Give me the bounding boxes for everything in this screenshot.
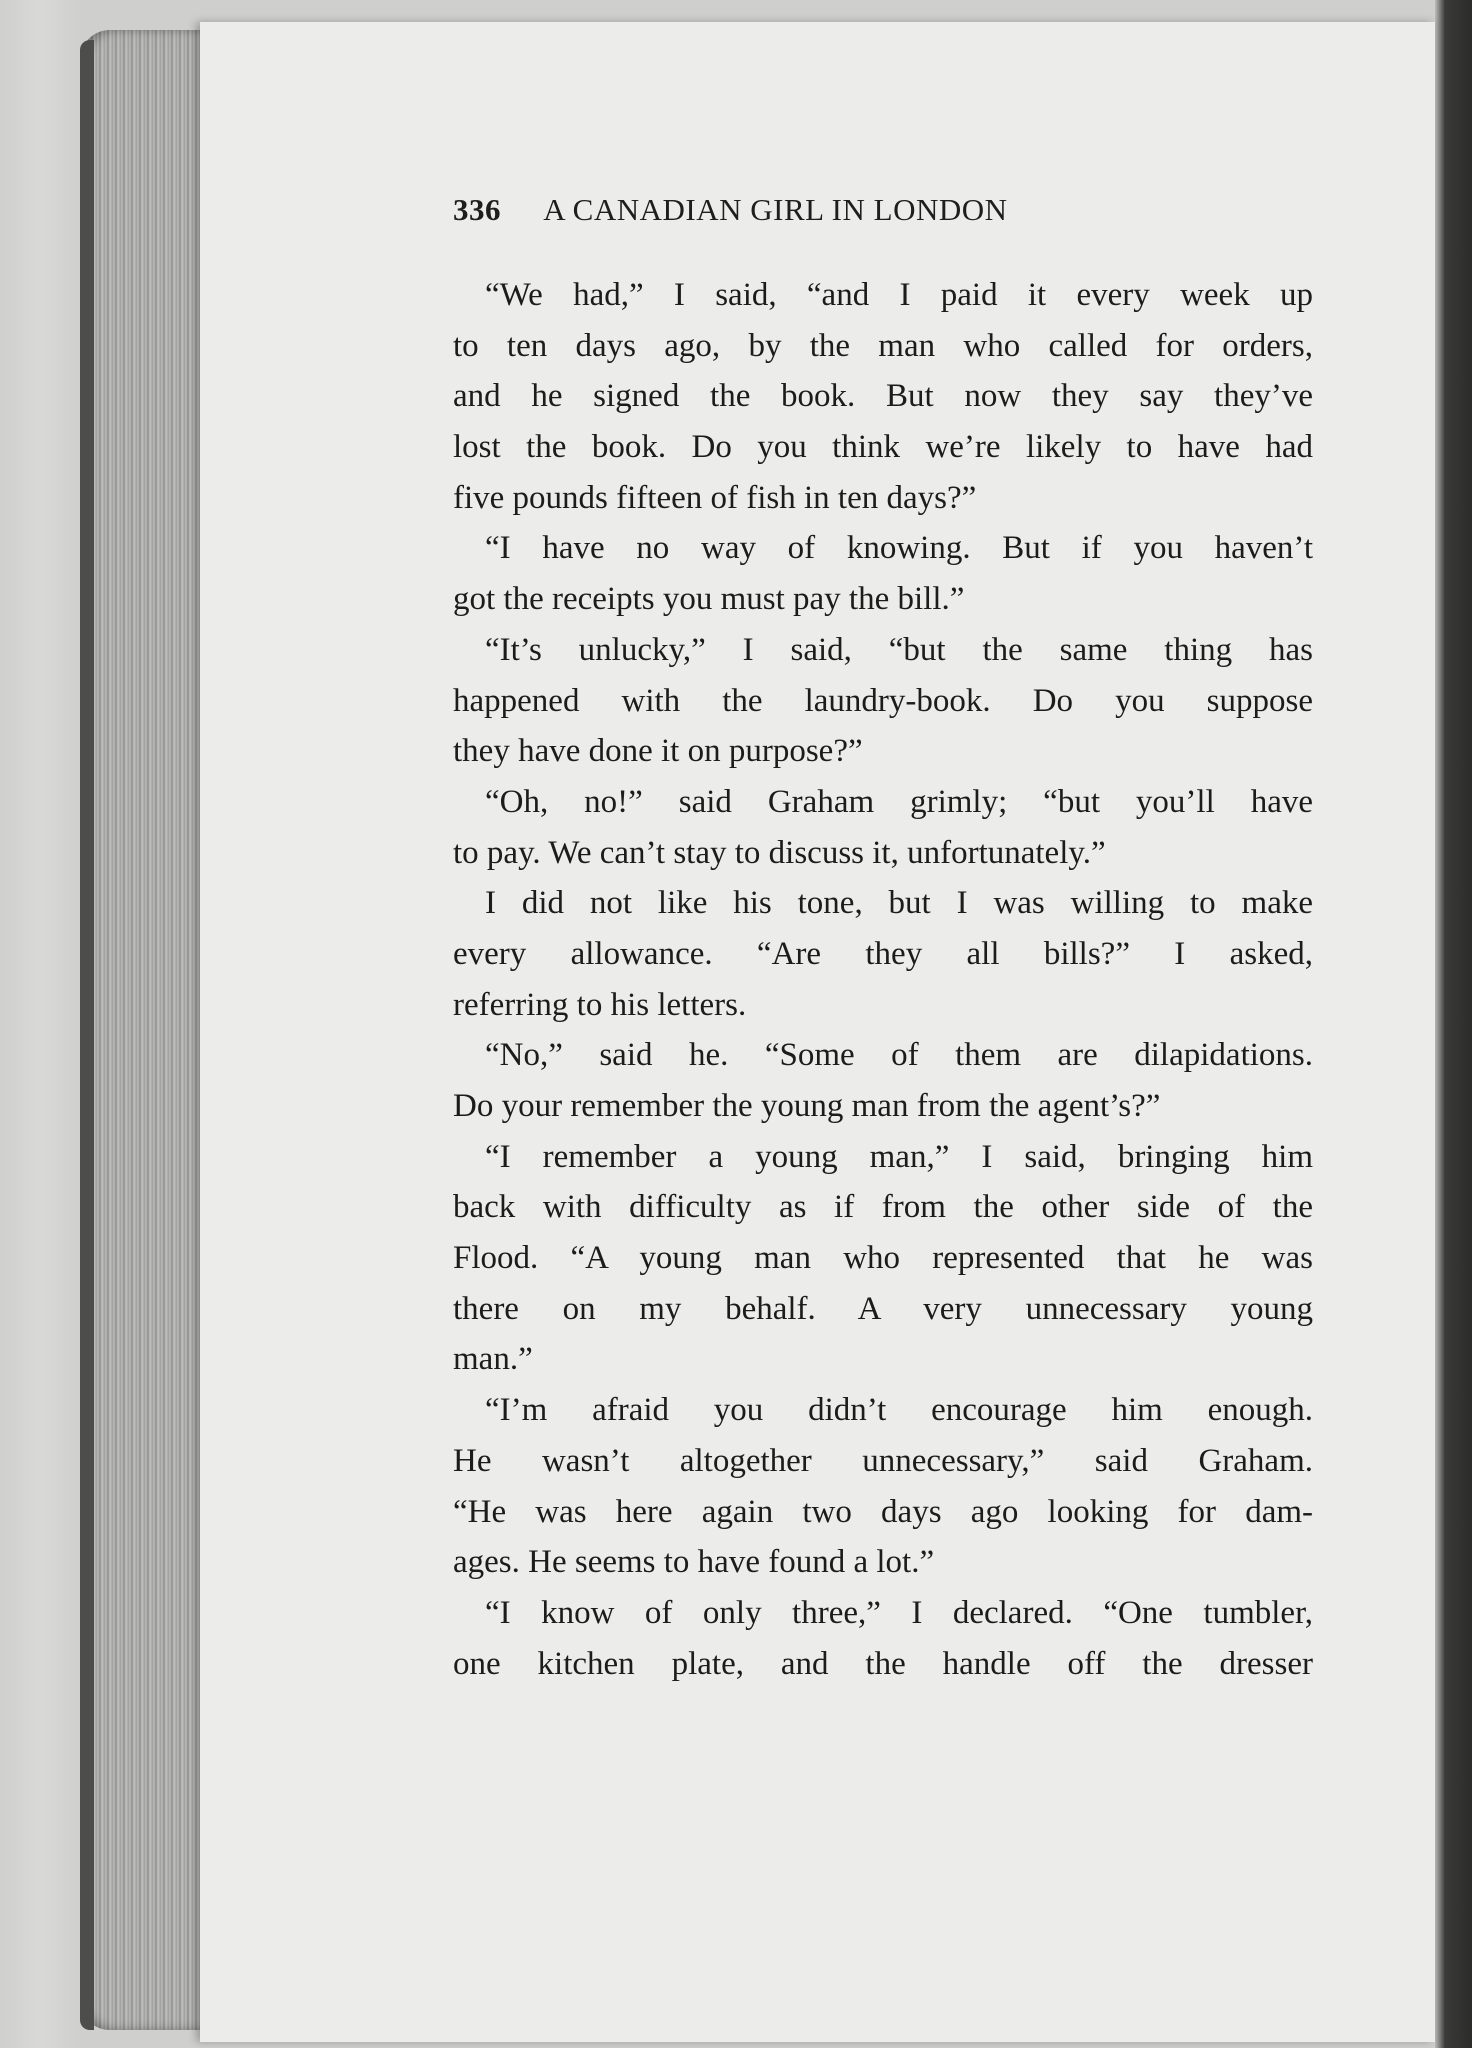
text-line: “No,” said he. “Some of them are dilapidations. xyxy=(485,1037,1313,1074)
text-line: got the receipts you must pay the bill.” xyxy=(453,581,965,618)
text-line: I did not like his tone, but I was willing to make xyxy=(485,885,1313,922)
text-line: Do your remember the young man from the agent’s?” xyxy=(453,1088,1161,1124)
text-line: “I’m afraid you didn’t encourage him enough. xyxy=(485,1392,1313,1429)
right-binding-edge xyxy=(1435,0,1472,2048)
text-line: referring to his letters. xyxy=(453,986,747,1023)
text-line: Flood. “A young man who represented that he was xyxy=(453,1240,1313,1277)
text-line: man.” xyxy=(453,1341,533,1378)
book-spine-shadow xyxy=(80,40,94,2030)
text-line: one kitchen plate, and the handle off the dresser xyxy=(453,1645,1313,1682)
text-line: to pay. We can’t stay to discuss it, unfortunately.” xyxy=(453,834,1106,871)
text-line: they have done it on purpose?” xyxy=(453,733,863,770)
page-number: 336 xyxy=(453,192,501,227)
text-line: “We had,” I said, “and I paid it every week up xyxy=(485,277,1313,313)
text-line: and he signed the book. But now they say they’ve xyxy=(453,378,1313,415)
text-line: ages. He seems to have found a lot.” xyxy=(453,1544,935,1581)
text-line: there on my behalf. A very unnecessary young xyxy=(453,1290,1313,1327)
text-line: five pounds fifteen of fish in ten days?” xyxy=(453,479,977,516)
text-line: happened with the laundry-book. Do you suppose xyxy=(453,682,1313,719)
text-line: He wasn’t altogether unnecessary,” said Graham. xyxy=(453,1442,1313,1479)
body-text xyxy=(453,270,1313,1689)
text-line: to ten days ago, by the man who called for orders, xyxy=(453,327,1313,364)
text-line: “I have no way of knowing. But if you haven’t xyxy=(485,530,1313,567)
page-header xyxy=(453,192,1453,228)
text-line: “It’s unlucky,” I said, “but the same thing has xyxy=(485,631,1313,668)
text-line: “I remember a young man,” I said, bringing him xyxy=(485,1138,1313,1175)
text-line: back with difficulty as if from the other side of the xyxy=(453,1189,1313,1226)
text-line: lost the book. Do you think we’re likely to have had xyxy=(453,429,1313,466)
text-line: “He was here again two days ago looking for dam- xyxy=(453,1493,1313,1530)
text-line: every allowance. “Are they all bills?” I asked, xyxy=(453,935,1313,972)
text-line: “I know of only three,” I declared. “One tumbler, xyxy=(485,1594,1313,1631)
book-page-edges xyxy=(80,30,210,2030)
text-line: “Oh, no!” said Graham grimly; “but you’ll have xyxy=(485,783,1313,820)
running-title: A CANADIAN GIRL IN LONDON xyxy=(543,192,1008,227)
